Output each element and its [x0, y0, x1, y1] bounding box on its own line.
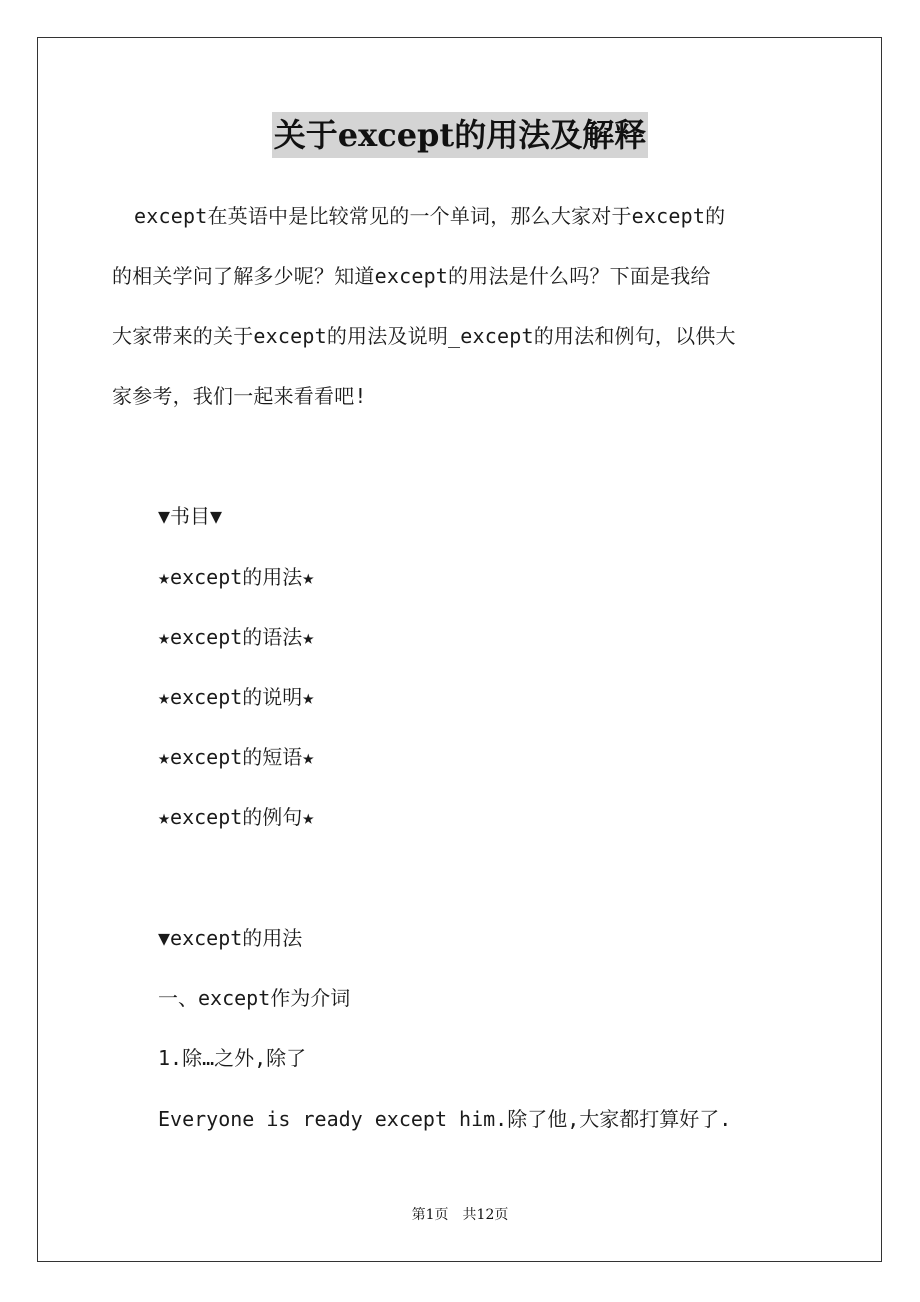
document-title: 关于except的用法及解释: [272, 112, 648, 158]
section-heading: ▼except的用法: [158, 926, 303, 950]
page-footer: [0, 1205, 920, 1225]
example-sentence: Everyone is ready except him.除了他,大家都打算好了.: [158, 1107, 732, 1131]
intro-paragraph: [112, 196, 812, 436]
page-number: 第1页: [411, 1207, 449, 1223]
toc-item-explanation[interactable]: ★except的说明★: [158, 685, 315, 709]
intro-line-3: 大家带来的关于except的用法及说明_except的用法和例句，以供大: [112, 324, 736, 348]
definition-point: 1.除…之外,除了: [158, 1046, 307, 1070]
subheading: 一、except作为介词: [158, 986, 351, 1010]
toc-item-usage[interactable]: ★except的用法★: [158, 565, 315, 589]
intro-line-1: except在英语中是比较常见的一个单词，那么大家对于except的: [134, 204, 726, 228]
toc-item-phrases[interactable]: ★except的短语★: [158, 745, 315, 769]
intro-line-4: 家参考，我们一起来看看吧!: [112, 384, 367, 408]
toc-item-examples[interactable]: ★except的例句★: [158, 805, 315, 829]
intro-line-2: 的相关学问了解多少呢？知道except的用法是什么吗？下面是我给: [112, 264, 711, 288]
page-total: 共12页: [462, 1207, 509, 1223]
toc-item-grammar[interactable]: ★except的语法★: [158, 625, 315, 649]
toc-heading: ▼书目▼: [158, 504, 223, 528]
title-container: [0, 112, 920, 158]
